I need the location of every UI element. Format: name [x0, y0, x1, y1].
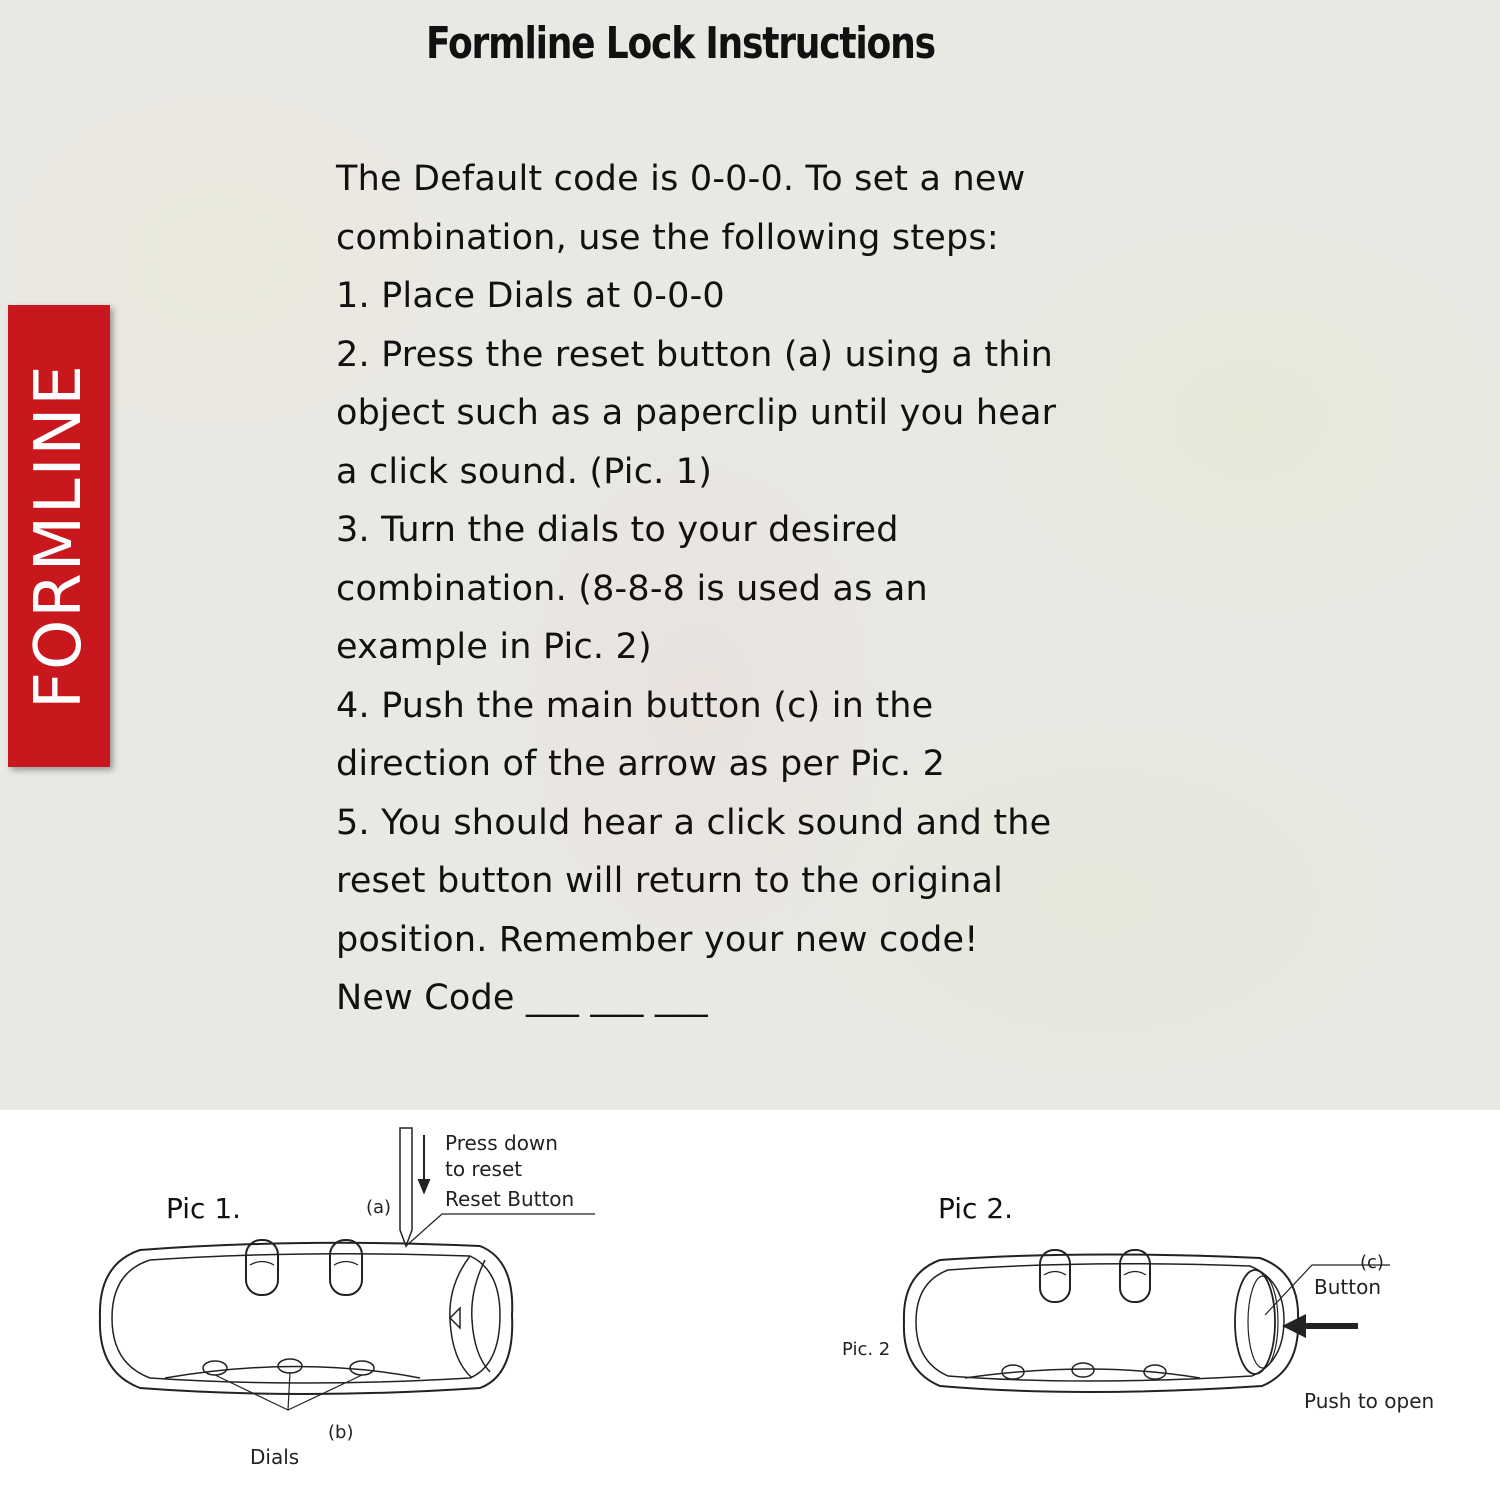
- pic2-push-to-open: Push to open: [1304, 1389, 1435, 1413]
- brand-badge: [8, 305, 110, 767]
- instruction-line: a click sound. (Pic. 1): [336, 451, 713, 492]
- instruction-line: The Default code is 0-0-0. To set a new: [336, 159, 1026, 199]
- pic1-label-a: (a): [366, 1197, 392, 1218]
- instruction-line: 4. Push the main button (c) in the: [336, 685, 934, 726]
- pic2-title: Pic 2.: [938, 1192, 1014, 1225]
- diagram-panel: [0, 1110, 1500, 1500]
- pic1-label-b: (b): [328, 1422, 354, 1443]
- instruction-line: combination, use the following steps:: [336, 217, 999, 258]
- instruction-line: example in Pic. 2): [336, 627, 652, 667]
- pic2-lock-body: [904, 1254, 1298, 1392]
- pic2-side-label: Pic. 2: [842, 1339, 891, 1360]
- pic1-title: Pic 1.: [166, 1192, 242, 1225]
- instruction-line: 2. Press the reset button (a) using a thin: [336, 334, 1053, 375]
- lock-diagrams: [0, 1110, 1500, 1500]
- pic1-reset-button-label: Reset Button: [445, 1187, 575, 1211]
- instruction-line: object such as a paperclip until you hear: [336, 393, 1057, 433]
- instruction-line: 3. Turn the dials to your desired: [336, 510, 899, 550]
- instruction-line: direction of the arrow as per Pic. 2: [336, 744, 946, 784]
- page-title: Formline Lock Instructions: [426, 18, 935, 69]
- pic2-button-label: Button: [1314, 1275, 1381, 1299]
- instruction-line: combination. (8-8-8 is used as an: [336, 568, 928, 609]
- instruction-line: reset button will return to the original: [336, 861, 1004, 901]
- brand-label: FORMLINE: [22, 363, 96, 709]
- pic2-diagram: [904, 1250, 1390, 1392]
- instruction-line: 5. You should hear a click sound and the: [336, 802, 1052, 843]
- pic2-label-c: (c): [1360, 1252, 1384, 1273]
- pic1-to-reset: to reset: [445, 1157, 523, 1181]
- instruction-line: 1. Place Dials at 0-0-0: [336, 276, 725, 316]
- pic1-dials-label: Dials: [250, 1445, 300, 1469]
- new-code-line: New Code ___ ___ ___: [336, 978, 708, 1018]
- instruction-line: position. Remember your new code!: [336, 919, 979, 960]
- pic1-press-down: Press down: [445, 1131, 558, 1155]
- instructions-text: [336, 150, 1236, 1028]
